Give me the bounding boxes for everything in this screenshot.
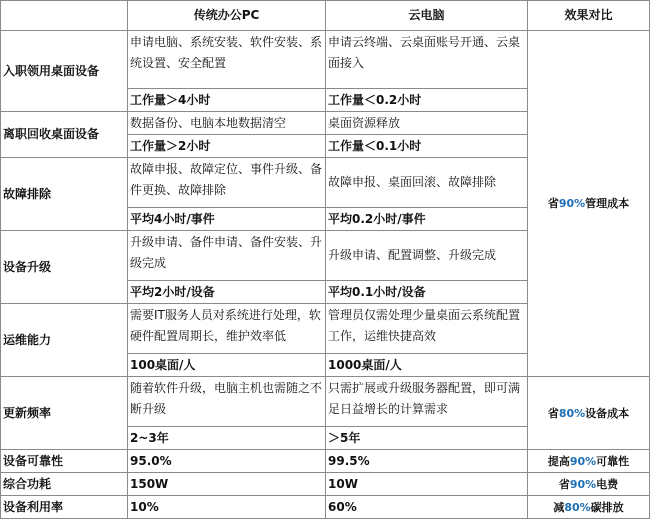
cloud-description: 故障申报、桌面回滚、故障排除 (326, 158, 528, 208)
effect-prefix: 省 (547, 197, 559, 210)
cloud-metric: 平均0.2小时/事件 (326, 208, 528, 231)
effect-highlight: 90% (558, 197, 586, 210)
pc-value: 150W (128, 473, 326, 496)
row-label: 设备利用率 (1, 496, 128, 519)
effect-prefix: 提高 (547, 454, 570, 468)
cloud-metric: 工作量＜0.2小时 (326, 89, 528, 112)
pc-description: 申请电脑、系统安装、软件安装、系统设置、安全配置 (128, 31, 326, 89)
pc-description: 需要IT服务人员对系统进行处理，软硬件配置周期长，维护效率低 (128, 304, 326, 354)
pc-value: 10% (128, 496, 326, 519)
effect-suffix: 可靠性 (596, 454, 630, 468)
header-cloud-pc: 云电脑 (326, 1, 528, 31)
row-label: 设备升级 (1, 231, 128, 304)
pc-description: 随着软件升级，电脑主机也需随之不断升级 (128, 377, 326, 427)
cloud-value: 60% (326, 496, 528, 519)
pc-metric: 工作量＞4小时 (128, 89, 326, 112)
pc-metric: 工作量＞2小时 (128, 135, 326, 158)
cloud-description: 只需扩展或升级服务器配置，即可满足日益增长的计算需求 (326, 377, 528, 427)
table-row (1, 31, 650, 89)
pc-metric: 2~3年 (128, 427, 326, 450)
table-row (1, 496, 650, 519)
effect-equipment-cost (528, 377, 650, 450)
row-label: 运维能力 (1, 304, 128, 377)
pc-metric: 100桌面/人 (128, 354, 326, 377)
row-label: 设备可靠性 (1, 450, 128, 473)
effect-highlight: 80% (558, 406, 586, 420)
cloud-metric: 1000桌面/人 (326, 354, 528, 377)
row-label: 入职领用桌面设备 (1, 31, 128, 112)
pc-metric: 平均2小时/设备 (128, 281, 326, 304)
pc-metric: 平均4小时/事件 (128, 208, 326, 231)
cloud-metric: 工作量＜0.1小时 (326, 135, 528, 158)
header-blank (1, 1, 128, 31)
header-traditional-pc: 传统办公PC (128, 1, 326, 31)
effect-suffix: 电费 (596, 477, 619, 491)
pc-description: 数据备份、电脑本地数据清空 (128, 112, 326, 135)
row-label: 故障排除 (1, 158, 128, 231)
cloud-metric: 平均0.1小时/设备 (326, 281, 528, 304)
table-row (1, 377, 650, 427)
pc-value: 95.0% (128, 450, 326, 473)
header-row (1, 1, 650, 31)
table-row (1, 450, 650, 473)
effect-highlight: 90% (569, 477, 597, 491)
cloud-description: 申请云终端、云桌面账号开通、云桌面接入 (326, 31, 528, 89)
pc-description: 升级申请、备件申请、备件安装、升级完成 (128, 231, 326, 281)
row-label: 综合功耗 (1, 473, 128, 496)
effect-management-cost (528, 31, 650, 377)
cloud-value: 10W (326, 473, 528, 496)
row-label: 离职回收桌面设备 (1, 112, 128, 158)
effect-cell (528, 473, 650, 496)
effect-prefix: 省 (547, 406, 559, 420)
cloud-description: 升级申请、配置调整、升级完成 (326, 231, 528, 281)
header-effect: 效果对比 (528, 1, 650, 31)
effect-suffix: 碳排放 (590, 500, 624, 514)
effect-highlight: 80% (564, 500, 591, 514)
cloud-description: 管理员仅需处理少量桌面云系统配置工作，运维快捷高效 (326, 304, 528, 354)
effect-suffix: 设备成本 (585, 406, 630, 420)
cloud-description: 桌面资源释放 (326, 112, 528, 135)
cloud-metric: ＞5年 (326, 427, 528, 450)
effect-cell (528, 496, 650, 519)
effect-prefix: 省 (558, 477, 570, 491)
effect-highlight: 90% (569, 454, 597, 468)
effect-suffix: 管理成本 (585, 197, 630, 210)
effect-prefix: 减 (553, 500, 565, 514)
effect-cell (528, 450, 650, 473)
pc-description: 故障申报、故障定位、事件升级、备件更换、故障排除 (128, 158, 326, 208)
table-row (1, 473, 650, 496)
row-label: 更新频率 (1, 377, 128, 450)
cloud-value: 99.5% (326, 450, 528, 473)
